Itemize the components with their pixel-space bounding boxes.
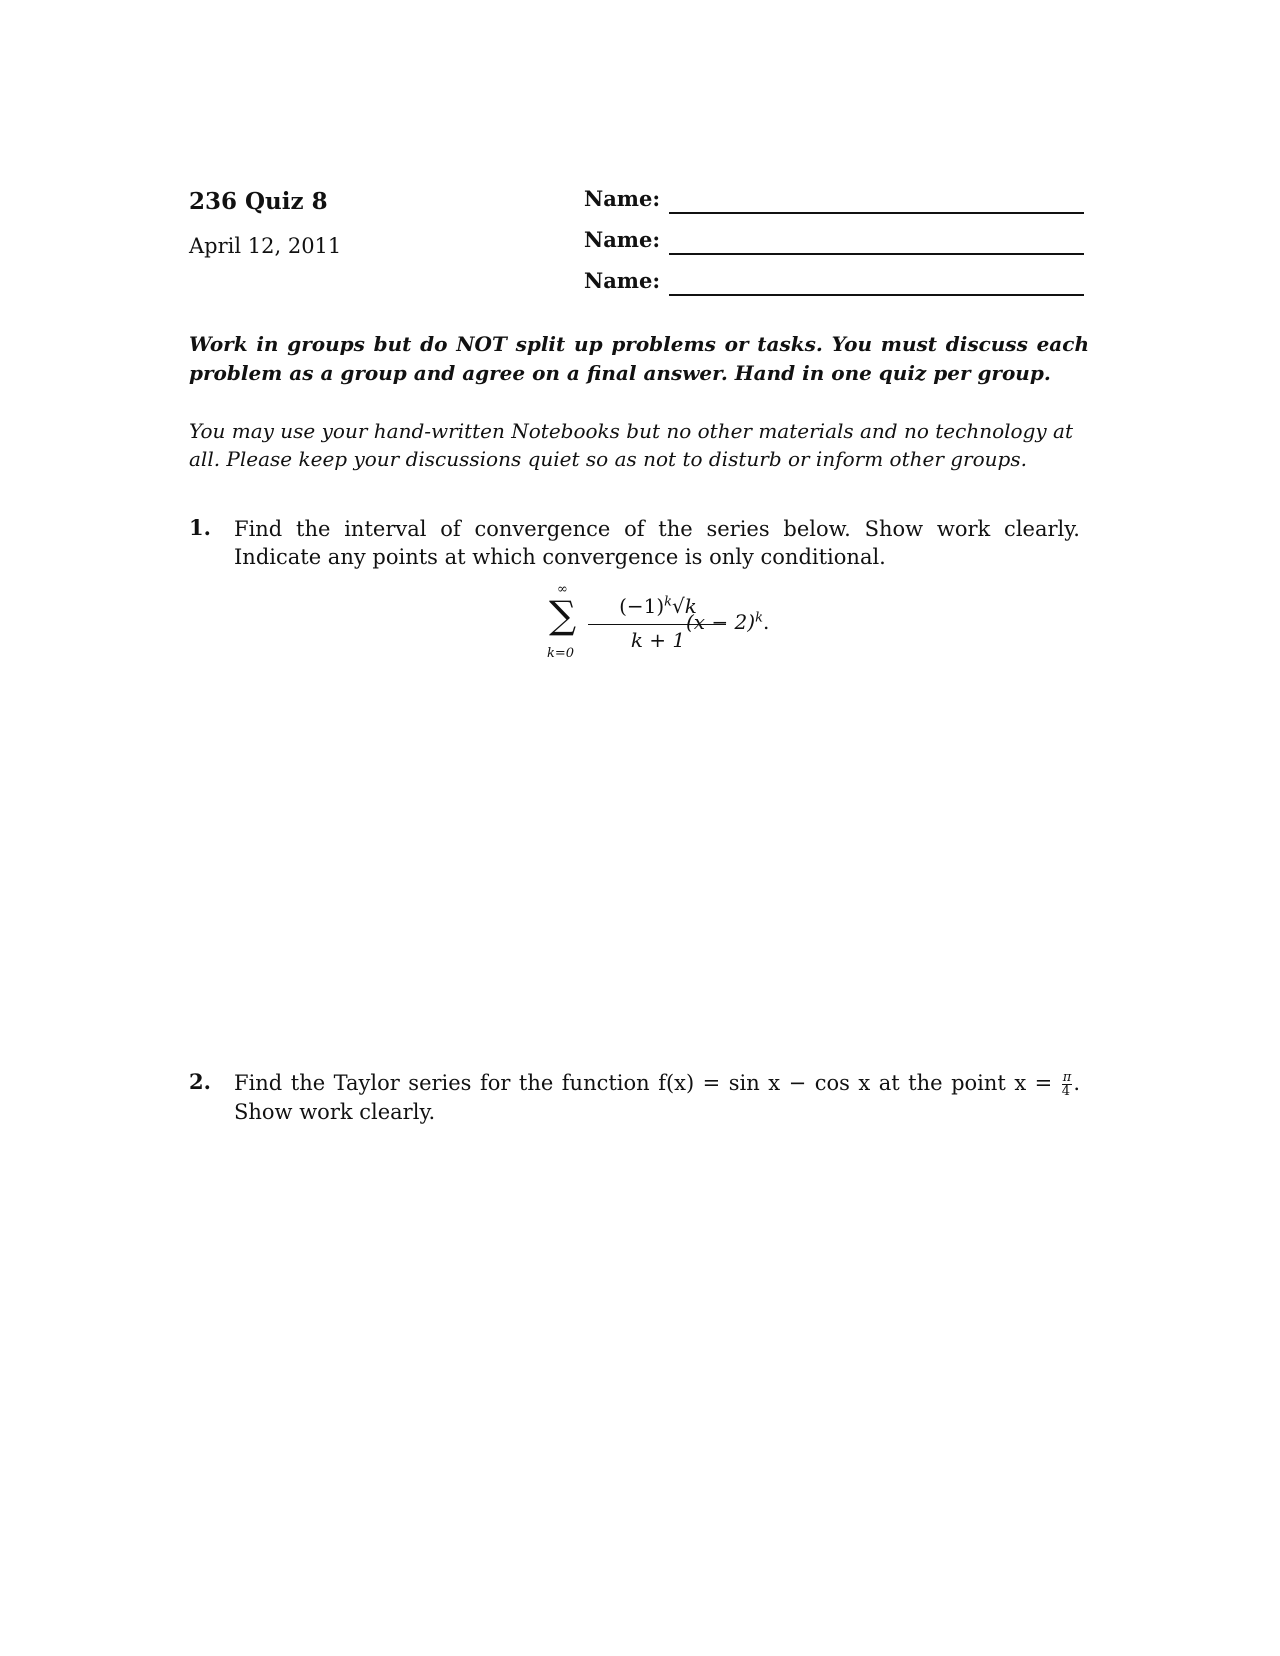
problem-number: 2. bbox=[189, 1069, 211, 1094]
name-field-1[interactable] bbox=[584, 186, 1084, 220]
materials-instructions: You may use your hand-written Notebooks but no other materials and no technology at all. Please keep your discussions quiet so as not to disturb or inform other groups. bbox=[189, 419, 1073, 471]
name-blank-line[interactable] bbox=[669, 253, 1084, 255]
name-label: Name: bbox=[584, 186, 661, 211]
name-label: Name: bbox=[584, 227, 661, 252]
problem-text: Find the interval of convergence of the series below. Show work clearly. Indicate any points at which convergence is only conditional. bbox=[234, 517, 1080, 569]
name-blank-line[interactable] bbox=[669, 212, 1084, 214]
series-formula bbox=[543, 582, 783, 676]
series-tail: $(x - 2)^k$. bbox=[686, 610, 770, 634]
quiz-title: 236 Quiz 8 bbox=[189, 188, 328, 215]
series-lower-limit: k=0 bbox=[547, 646, 575, 661]
pi-over-four-fraction: $\frac{\pi}{4}$ bbox=[1061, 1070, 1072, 1099]
series-numerator: $(-1)^k√k$ bbox=[619, 594, 697, 618]
quiz-date: April 12, 2011 bbox=[189, 234, 342, 258]
name-label: Name: bbox=[584, 268, 661, 293]
problem-text: Find the Taylor series for the function f(x) = sin x − cos x at the point x = $\frac{\pi}{4}$ . Show work clearly. bbox=[234, 1070, 1080, 1124]
series-upper-limit: ∞ bbox=[557, 582, 568, 597]
series-denominator: k + 1 bbox=[630, 628, 686, 652]
name-field-3[interactable] bbox=[584, 268, 1084, 302]
problem-number: 1. bbox=[189, 515, 211, 540]
name-field-2[interactable] bbox=[584, 227, 1084, 261]
name-blank-line[interactable] bbox=[669, 294, 1084, 296]
summation-sign: ∑ bbox=[549, 593, 577, 637]
group-instructions: Work in groups but do NOT split up problems or tasks. You must discuss each problem as a group and agree on a final answer. Hand in one quiz per group. bbox=[189, 332, 1089, 385]
